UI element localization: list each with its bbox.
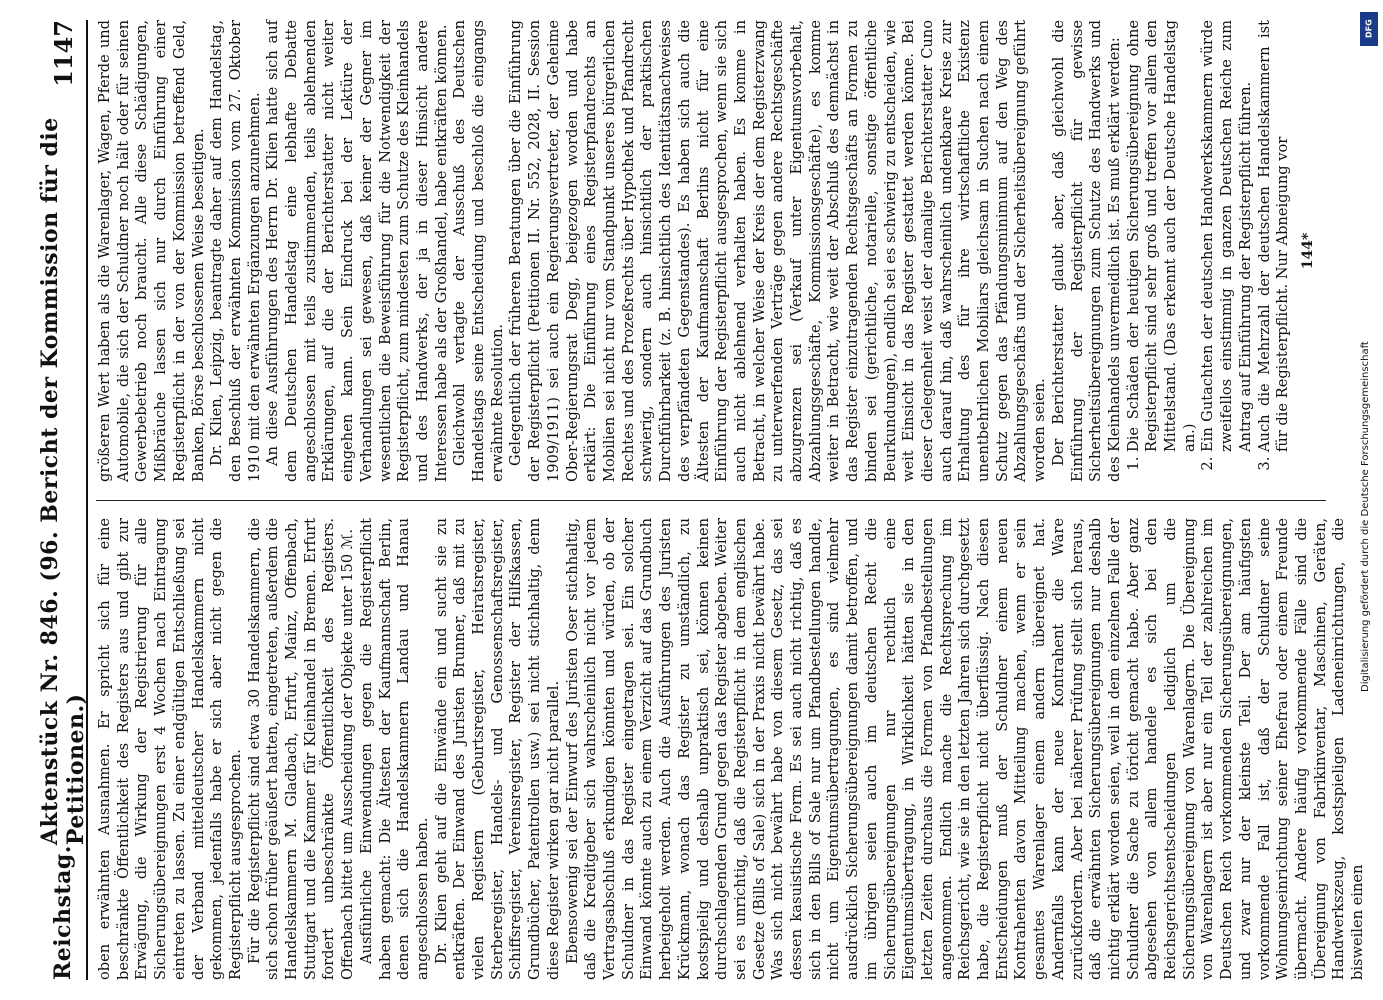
paragraph: An diese Ausführungen des Herrn Dr. Klien hatte sich auf dem Deutschen Handelstag eine lebhafte Debatte angeschlossen mit teils zustimmenden, teils ablehnenden Erklärungen, auf die der Berichterstatter nicht weiter eingehen kann. Sein Eindruck bei der Lektüre der Verhandlungen sei gewesen, daß keiner der Gegner im wesentlichen die Beweisführung für die Notwendigkeit der Registerpflicht, zum mindesten zum Schutze des Kleinhandels und des Handwerks, der ja in dieser Hinsicht andere Interessen habe als der Großhandel, habe entkräften können. [264,20,450,482]
running-head [37,20,89,980]
paragraph: größeren Wert haben als die Warenlager, Wagen, Pferde und Automobile, die sich der Schuldner noch hält oder für seinen Gewerbebetrieb noch braucht. Alle diese Schädigungen, Mißbräuche lassen sich nur durch Einführung einer Registerpflicht in der von der Kommission betreffend Geld, Banken, Börse beschlossenen Weise beseitigen. [96,20,207,482]
paragraph: Für die Registerpflicht sind etwa 30 Handelskammern, die sich schon früher geäußert hatten, eingetreten, außerdem die Handelskammern M. Gladbach, Erfurt, Mainz, Offenbach, Stuttgart und die Kammer für Kleinhandel in Bremen. Erfurt fordert unbeschränkte Öffentlichkeit des Registers. Offenbach bittet um Ausscheidung der Objekte unter 150 ℳ. [245,518,357,980]
paragraph: Gelegentlich der früheren Beratungen über die Einführung der Registerpflicht (Petitionen II. Nr. 552, 2028, II. Session 1909/1911) sei auch ein Regierungsvertreter, der Geheime Ober-Regierungsrat Degg, beigezogen worden und habe erklärt: Die Einführung eines Registerpfandrechts an Mobilien sei nicht nur vom Standpunkt unseres bürgerlichen Rechtes und des Prozeßrechts über Hypothek und Pfandrecht schwierig, sondern auch hinsichtlich der praktischen Durchführbarkeit (z. B. hinsichtlich des Identitätsnachweises des verpfändeten Gegenstandes). Es haben sich auch die Ältesten der Kaufmannschaft Berlins nicht für eine Einführung der Registerpflicht ausgesprochen, wenn sie sich auch nicht ablehnend verhalten haben. Es komme in Betracht, in welcher Weise der Kreis der dem Registerzwang zu unterwerfenden Verträge gegen andere Rechtsgeschäfte abzugrenzen sei (Verkauf unter Eigentumsvorbehalt, Abzahlungsgeschäfte, Kommissionsgeschäfte), es komme weiter in Betracht, wie weit der Abschluß des demnächst in das Register einzutragenden Rechtsgeschäfts an Formen zu binden sei (gerichtliche, notarielle, sonstige öffentliche Beurkundungen), endlich sei es schwierig zu entscheiden, wie weit Einsicht in das Register gestattet werden könne. Bei dieser Gelegenheit weist der damalige Berichterstatter Cuno auch darauf hin, daß wahrscheinlich undenkbare Kreise zur Erhaltung des für ihre wirtschaftliche Existenz unentbehrlichen Mobiliars gleichsam in Suchen nach einem Schutz gegen das Pfändungsminimum auf den Weg des Abzahlungsgeschäfts und der Sicherheitsübereignung geführt worden seien. [507,20,1049,482]
dfg-logo [1360,12,1378,46]
paragraph: Gleichwohl vertagte der Ausschuß des Deutschen Handelstags seine Entscheidung und beschloß die eingangs erwähnte Resolution. [451,20,506,482]
list-item: 2. Ein Gutachten der deutschen Handwerkskammern würde zweifellos einstimmig in ganzen Deutschen Reiche zum Antrag auf Einführung der Registerpflicht führen. [1199,20,1255,452]
paragraph: Ausführliche Einwendungen gegen die Registerpflicht haben gemacht: Die Ältesten der Kaufmannschaft Berlin, denen sich die Handelskammern Landau und Hanau angeschlossen haben. [357,518,431,980]
column-divider [96,500,1326,501]
right-column [96,20,1326,482]
paragraph: Der Berichterstatter glaubt aber, daß gleichwohl die Einführung der Registerpflicht für gewisse Sicherheitsübereignungen zum Schutze des Handwerks und des Kleinhandels unvermeidlich ist. Es muß erklärt werden: [1049,20,1123,482]
page-number: 1147 [48,20,78,87]
digitization-credit: Digitalisierung gefördert durch die Deutsche Forschungsgemeinschaft [1360,341,1371,692]
paragraph: oben erwähnten Ausnahmen. Er spricht sich für eine beschränkte Öffentlichkeit des Registers aus und gibt zur Erwägung, die Wirkung der Registrierung für alle Sicherungsübereignungen erst 4 Wochen nach Eintragung eintreten zu lassen. Zu einer endgültigen Entschließung sei der Verband mitteldeutscher Handelskammern nicht gekommen, jedenfalls habe er sich aber nicht gegen die Registerpflicht ausgesprochen. [96,518,244,980]
list-item: 1. Die Schäden der heutigen Sicherungsübereignung ohne Registerpflicht sind sehr groß und treffen vor allem den Mittelstand. (Das erkennt auch der Deutsche Handelstag an.) [1125,20,1200,452]
signature-mark: 144* [1300,232,1316,270]
numbered-list [1125,20,1293,482]
paragraph: Dr. Klien, Leipzig, beantragte daher auf dem Handelstag, den Beschluß der erwähnten Kommission vom 27. Oktober 1910 mit den erwähnten Ergänzungen anzunehmen. [208,20,263,482]
left-column [96,518,1367,980]
paragraph: Ebensowenig sei der Einwurf des Juristen Oser stichhaltig, daß die Kreditgeber sich wahrscheinlich nicht vor jedem Vertragsabschluß erkundigen könnten und würden, ob der Schuldner in das Register eingetragen sei. Ein solcher Einwand könnte auch zu einem Verzicht auf das Grundbuch herbeigeholt werden. Auch die Ausführungen des Juristen Krückmann, wonach das Register zu umständlich, zu kostspielig und deshalb unpraktisch sei, können keinen durchschlagenden Grund gegen das Register abgeben. Weiter sei es unrichtig, daß die Registerpflicht in dem englischen Gesetze (Bills of Sale) sich in der Praxis nicht bewährt habe. Was sich nicht bewährt habe von diesem Gesetz, das sei dessen kasuistische Form. Es sei auch nicht richtig, daß es sich in den Bills of Sale nur um Pfandbestellungen handle, nicht um Eigentumsübertragungen, es sind vielmehr ausdrücklich Sicherungsübereignungen damit betroffen, und im übrigen seien auch im deutschen Recht die Sicherungsübereignungen nur rechtlich eine Eigentumsübertragung, in Wirklichkeit hätten sie in den letzten Zeiten durchaus die Formen von Pfandbestellungen angenommen. Endlich mache die Rechtsprechung im Reichsgericht, wie sie in den letzten Jahren sich durchgesetzt habe, die Registerpflicht nicht überflüssig. Nach diesen Entscheidungen muß der Schuldner einem neuen Kontrahenten davon Mitteilung machen, wenn er sein gesamtes Warenlager einem andern übereignet hat. Andernfalls kann der neue Kontrahent die Ware zurückfordern. Aber bei näherer Prüfung stellt sich heraus, daß die erwähnten Sicherungsübereignungen nur deshalb nichtig erklärt worden seien, weil in dem einzelnen Falle der Schuldner die Sache zu töricht gemacht habe. Aber ganz abgesehen von allem handele es sich bei den Reichsgerichtsentscheidungen lediglich um die Sicherungsübereignung von Warenlagern. Die Übereignung von Warenlagern ist aber nur ein Teil der zahlreichen im Deutschen Reich vorkommenden Sicherungsübereignungen, und zwar nur der kleinste Teil. Der am häufigsten vorkommende Fall ist, daß der Schuldner seine Wohnungseinrichtung seiner Ehefrau oder einem Freunde übermacht. Andere häufig vorkommende Fälle sind die Übereignung von Fabrikinventar, Maschinen, Geräten, Handwerkszeug, kostspieligen Ladeneinrichtungen, die bisweilen einen [563,518,1367,980]
header-title: Aktenstück Nr. 846. (96. Bericht der Kommission für die Petitionen.) [37,117,89,846]
dfg-logo-text: DFG [1364,19,1374,39]
digitization-note [1360,12,1378,992]
list-item: 3. Auch die Mehrzahl der deutschen Handelskammern ist für die Registerpflicht. Nur Abneigung vor [1256,20,1293,452]
paragraph: Dr. Klien geht auf die Einwände ein und sucht sie zu entkräften. Der Einwand des Juristen Brunner, daß mit zu vielen Registern (Geburtsregister, Heiratsregister, Sterberegister, Handels- und Genossenschaftsregister, Schiffsregister, Vereinsregister, Register der Hilfskassen, Grundbücher, Patentrollen usw.) sei nicht stichhaltig, denn diese Register wirken gar nicht parallel. [432,518,562,980]
header-left: Reichstag. [50,845,76,980]
